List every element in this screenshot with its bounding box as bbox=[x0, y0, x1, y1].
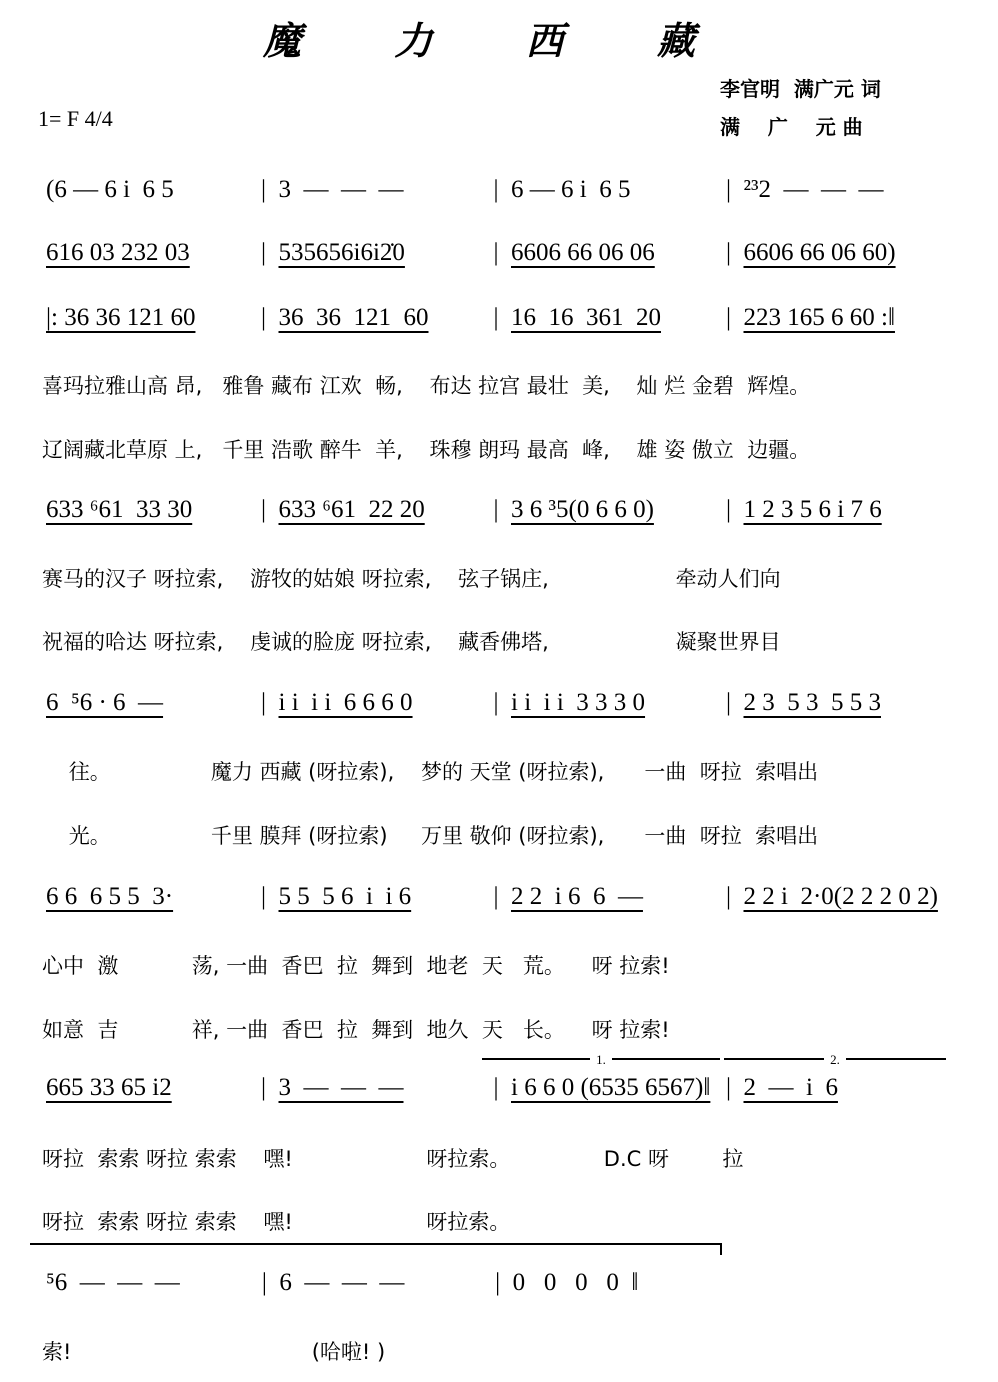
bar-line: | bbox=[725, 496, 731, 523]
lyric-line: 光。 千里 膜拜 (呀拉索) 万里 敬仰 (呀拉索), 一曲 呀拉 索唱出 bbox=[42, 824, 819, 848]
lyric-line: 呀拉 索索 呀拉 索索 嘿! 呀拉索。 bbox=[42, 1210, 511, 1234]
measure: |: 36 36 121 60 bbox=[46, 304, 196, 331]
measure: 0 0 0 0 ‖ bbox=[512, 1269, 639, 1296]
measure: 3 — — — bbox=[278, 1074, 404, 1101]
measure: 2 2 i 6 6 — bbox=[511, 883, 643, 910]
song-title: 魔 力 西 藏 bbox=[263, 19, 735, 63]
measure: 535656i6i2̇0 bbox=[278, 239, 405, 266]
bar-line: | bbox=[493, 239, 499, 266]
bar-line: | bbox=[493, 496, 499, 523]
measure: 16 16 361 20 bbox=[511, 304, 661, 331]
bar-line: | bbox=[493, 1074, 499, 1101]
bar-line: | bbox=[725, 304, 731, 331]
bar-line: | bbox=[260, 176, 266, 203]
measure: 6606 66 06 60) bbox=[743, 239, 896, 266]
measure: 6606 66 06 06 bbox=[511, 239, 655, 266]
volta-label: 1. bbox=[590, 1052, 612, 1067]
bar-line: | bbox=[725, 883, 731, 910]
volta-bracket bbox=[724, 1052, 946, 1070]
volta-label: 2. bbox=[824, 1052, 846, 1067]
measure: 633 ⁶61 22 20 bbox=[278, 496, 425, 523]
bar-line: | bbox=[493, 304, 499, 331]
bar-line: | bbox=[495, 1269, 501, 1296]
bar-line: | bbox=[493, 883, 499, 910]
lyric-line: 心中 激 荡, 一曲 香巴 拉 舞到 地老 天 荒。 呀 拉索! bbox=[42, 954, 670, 978]
measure: 5 5 5 6 i i 6 bbox=[278, 883, 412, 910]
measure: 633 ⁶61 33 30 bbox=[46, 496, 193, 523]
bar-line: | bbox=[260, 496, 266, 523]
repeat-bracket bbox=[30, 1243, 722, 1255]
measure: ⁵6 — — — bbox=[46, 1269, 180, 1296]
measure: 1 2 3 5 6 i 7 6 bbox=[743, 496, 882, 523]
measure: 2 2 i 2·0(2 2 2 0 2) bbox=[743, 883, 938, 910]
volta-bracket bbox=[482, 1052, 720, 1070]
measure: 223 165 6 60 :‖ bbox=[743, 304, 895, 331]
measure: i 6 6 0 (6535 6567)‖ bbox=[511, 1074, 711, 1101]
notation-row bbox=[36, 235, 956, 271]
lyric-line: 喜玛拉雅山高 昂, 雅鲁 藏布 江欢 畅, 布达 拉宫 最壮 美, 灿 烂 金碧 辉煌。 bbox=[42, 374, 811, 398]
bar-line: | bbox=[725, 1074, 731, 1101]
measure: 6 — — — bbox=[279, 1269, 405, 1296]
measure: ²³2 — — — bbox=[743, 176, 884, 203]
lyricist-credit: 李官明 满广元 词 bbox=[720, 77, 881, 101]
measure: i i i i 3 3 3 0 bbox=[511, 689, 646, 716]
bar-line: | bbox=[260, 239, 266, 266]
notation-row bbox=[36, 879, 956, 915]
measure: 3 6 ³5(0 6 6 0) bbox=[511, 496, 654, 523]
measure: 6 ⁵6 · 6 — bbox=[46, 689, 164, 716]
measure: 616 03 232 03 bbox=[46, 239, 190, 266]
bar-line: | bbox=[493, 689, 499, 716]
measure: 6 6 6 5 5 3· bbox=[46, 883, 174, 910]
notation-row bbox=[36, 1070, 956, 1106]
notation-row bbox=[36, 492, 956, 528]
notation-row bbox=[36, 685, 956, 721]
composer-credit: 满 广 元 曲 bbox=[720, 115, 863, 139]
bar-line: | bbox=[260, 1074, 266, 1101]
measure: 3 — — — bbox=[278, 176, 404, 203]
measure: 2 — i 6 bbox=[743, 1074, 838, 1101]
measure: 36 36 121 60 bbox=[278, 304, 429, 331]
notation-row bbox=[36, 172, 956, 208]
notation-row bbox=[36, 300, 956, 336]
notation-row bbox=[36, 1265, 726, 1301]
lyric-line: 辽阔藏北草原 上, 千里 浩歌 醉牛 羊, 珠穆 朗玛 最高 峰, 雄 姿 傲立 边疆。 bbox=[42, 438, 811, 462]
bar-line: | bbox=[725, 176, 731, 203]
bar-line: | bbox=[260, 883, 266, 910]
bar-line: | bbox=[260, 304, 266, 331]
bar-line: | bbox=[261, 1269, 267, 1296]
measure: 665 33 65 i2 bbox=[46, 1074, 172, 1101]
bar-line: | bbox=[725, 689, 731, 716]
key-signature: 1= F 4/4 bbox=[38, 106, 113, 131]
lyric-line: 索! (哈啦! ) bbox=[42, 1340, 386, 1364]
measure: 6 — 6 i 6 5 bbox=[511, 176, 631, 203]
lyric-line: 往。 魔力 西藏 (呀拉索), 梦的 天堂 (呀拉索), 一曲 呀拉 索唱出 bbox=[42, 760, 819, 784]
bar-line: | bbox=[260, 689, 266, 716]
bar-line: | bbox=[493, 176, 499, 203]
lyric-line: 呀拉 索索 呀拉 索索 嘿! 呀拉索。 D.C 呀 拉 bbox=[42, 1147, 744, 1171]
lyric-line: 赛马的汉子 呀拉索, 游牧的姑娘 呀拉索, 弦子锅庄, 牵动人们向 bbox=[42, 567, 781, 591]
measure: 2 3 5 3 5 5 3 bbox=[743, 689, 881, 716]
lyric-line: 如意 吉 祥, 一曲 香巴 拉 舞到 地久 天 长。 呀 拉索! bbox=[42, 1018, 670, 1042]
measure: (6 — 6 i 6 5 bbox=[46, 176, 174, 203]
measure: i i i i 6 6 6 0 bbox=[278, 689, 413, 716]
lyric-line: 祝福的哈达 呀拉索, 虔诚的脸庞 呀拉索, 藏香佛塔, 凝聚世界目 bbox=[42, 630, 781, 654]
bar-line: | bbox=[725, 239, 731, 266]
